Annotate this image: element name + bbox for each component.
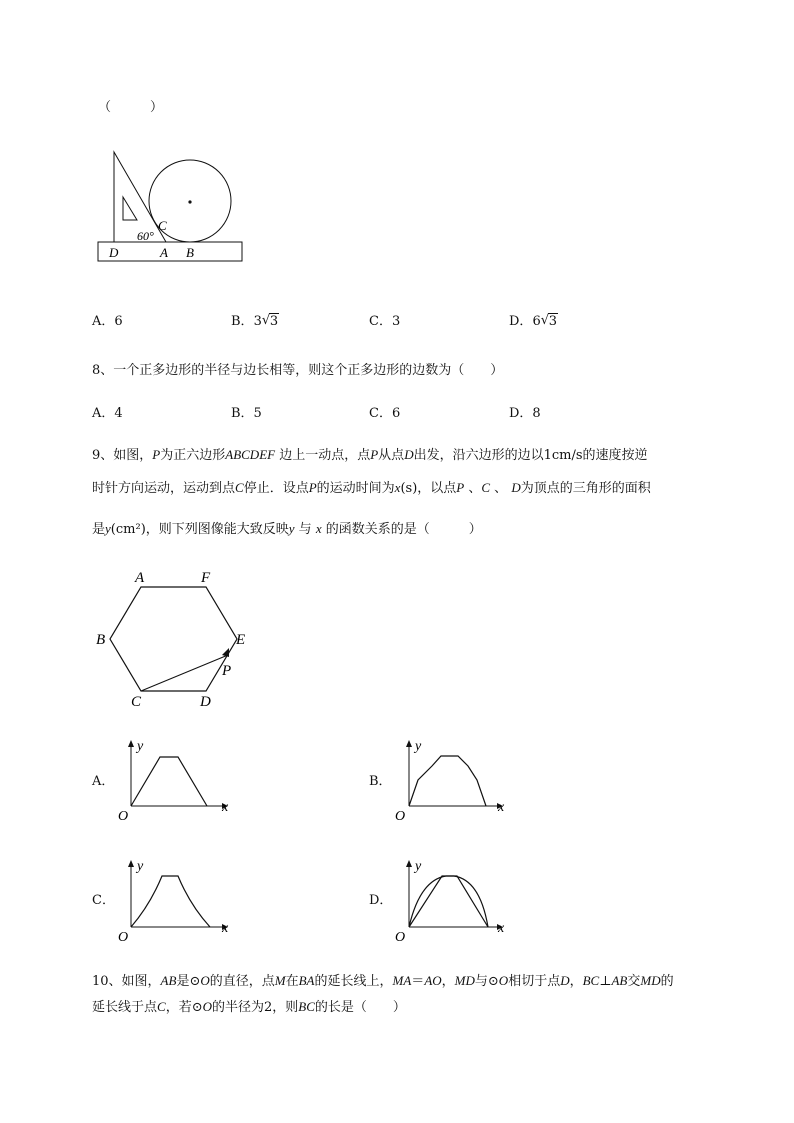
q9-stem-line1: 9、如图，P为正六边形ABCDEF 边上一动点，点P从点D出发，沿六边形的边以1cm/s的速度按逆	[92, 447, 648, 463]
q9-option-a[interactable]: A．	[92, 774, 115, 789]
q9-stem-line3: 是y(cm²)，则下列图像能大致反映y 与 x 的函数关系的是（ ）	[92, 521, 482, 537]
radicand: 3	[269, 314, 279, 329]
q8-option-a[interactable]: A．4	[92, 406, 123, 421]
sqrt-symbol: √ 3	[540, 313, 557, 329]
q10-stem-line2: 延长线于点C，若⊙O的半径为2，则BC的长是（ ）	[92, 999, 406, 1015]
label-angle: 60°	[137, 229, 154, 243]
x-label: x	[222, 800, 229, 815]
label-D: D	[109, 245, 119, 260]
origin-label: O	[118, 809, 129, 824]
y-label: y	[137, 859, 144, 874]
y-label: y	[137, 739, 144, 754]
label-B: B	[186, 245, 194, 260]
q8-option-b[interactable]: B．5	[231, 406, 262, 421]
option-letter: D．	[509, 314, 533, 329]
q8-option-c[interactable]: C．6	[369, 406, 401, 421]
origin-label: O	[395, 809, 406, 824]
q8-option-d[interactable]: D．8	[509, 406, 541, 421]
label-A: A	[135, 570, 145, 586]
y-arrow	[406, 860, 412, 867]
x-label: x	[498, 921, 505, 936]
label-C: C	[131, 694, 142, 710]
option-letter: C．	[369, 314, 392, 329]
x-label: x	[222, 921, 229, 936]
q9-stem-line2: 时针方向运动，运动到点C停止．设点P的运动时间为x(s)，以点P 、C 、 D为顶点的三角形的面积	[92, 480, 651, 496]
curve-straight	[409, 876, 488, 927]
radicand: 3	[548, 314, 557, 329]
q8-stem: 8、一个正多边形的半径与边长相等，则这个正多边形的边数为（ ）	[92, 363, 504, 378]
option-value: 3	[391, 314, 401, 329]
q9-option-d[interactable]: D．	[369, 893, 393, 908]
label-A: A	[160, 245, 168, 260]
x-label: x	[498, 800, 505, 815]
label-D: D	[200, 694, 211, 710]
q9-option-b[interactable]: B．	[369, 774, 392, 789]
q9-option-c[interactable]: C．	[92, 893, 115, 908]
option-letter: B．	[231, 314, 254, 329]
origin-label: O	[395, 930, 406, 945]
label-P: P	[222, 663, 232, 679]
q7-answer-paren: （ ）	[98, 100, 164, 115]
y-label: y	[415, 739, 422, 754]
curve-smooth	[409, 876, 488, 927]
q10-stem-line1: 10、如图，AB是⊙O的直径，点M在BA的延长线上，MA＝AO，MD与⊙O相切于点D，BC⊥AB交MD的	[92, 973, 674, 989]
option-coef: 3	[253, 314, 262, 329]
option-value: 6	[114, 314, 123, 329]
label-F: F	[201, 570, 211, 586]
label-E: E	[236, 632, 246, 648]
option-letter: A．	[92, 314, 115, 329]
label-B: B	[96, 632, 106, 648]
origin-label: O	[118, 930, 129, 945]
label-C: C	[158, 218, 167, 233]
sqrt-symbol: √ 3	[261, 313, 279, 329]
y-label: y	[415, 859, 422, 874]
option-coef: 6	[532, 314, 541, 329]
